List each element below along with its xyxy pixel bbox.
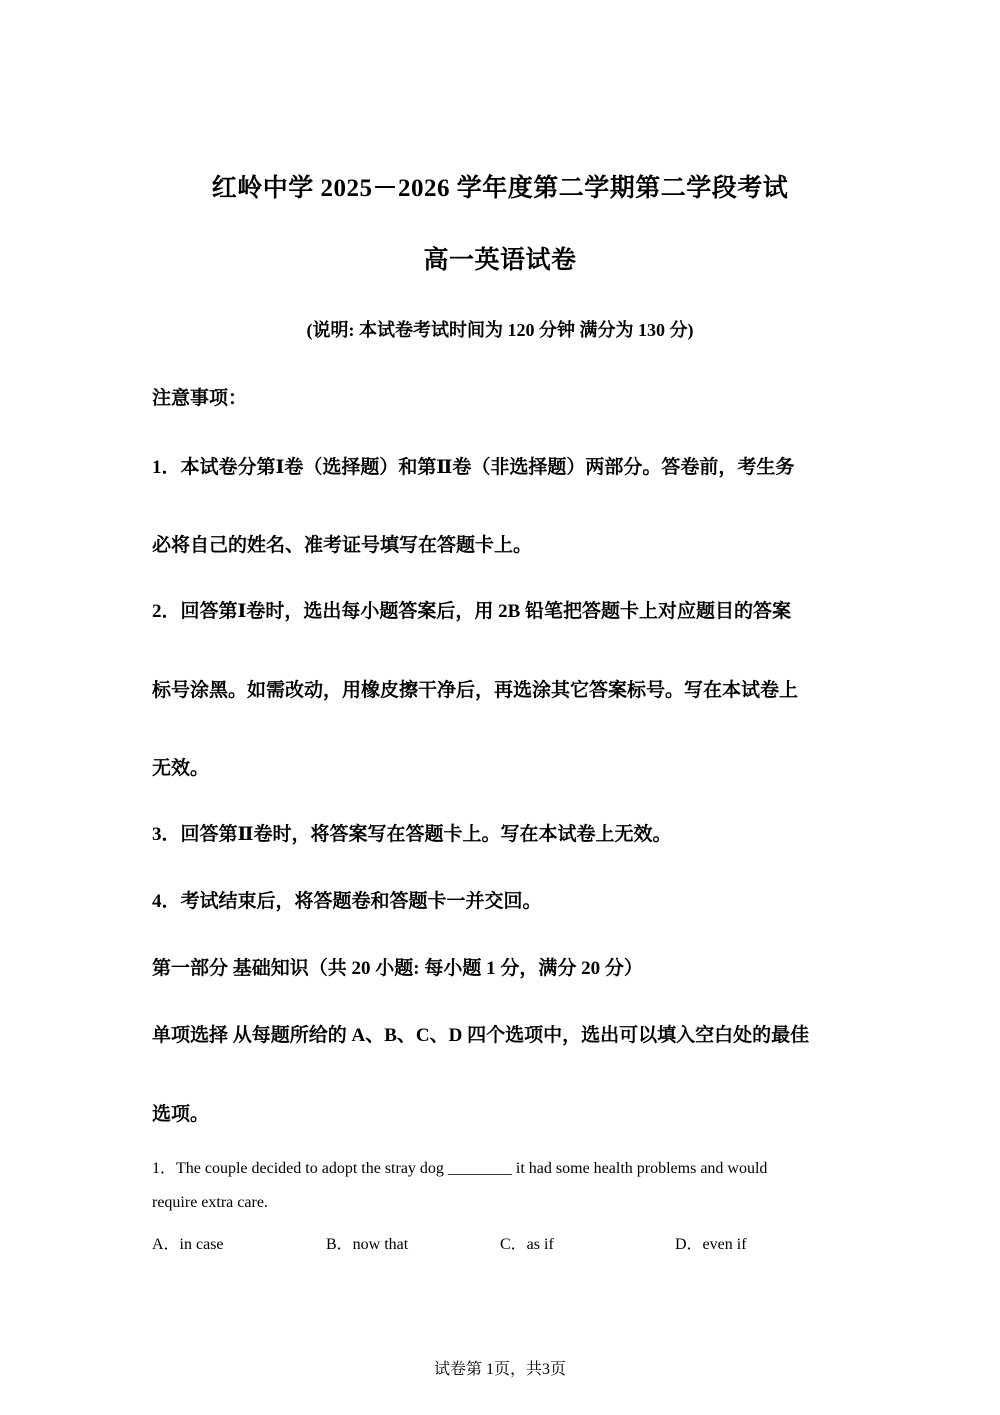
exam-note: (说明: 本试卷考试时间为 120 分钟 满分为 130 分)	[306, 320, 694, 340]
instruction-line: 3．回答第Ⅱ卷时，将答案写在答题卡上。写在本试卷上无效。	[152, 824, 672, 845]
question-1-option-a: A．in case	[152, 1236, 224, 1253]
section-title: 第一部分 基础知识（共 20 小题: 每小题 1 分，满分 20 分）	[152, 958, 643, 979]
section-directions: 选项。	[152, 1104, 210, 1125]
question-1-option-c: C．as if	[500, 1236, 554, 1253]
question-1-text: 1．The couple decided to adopt the stray dog ________ it had some health problems and would	[152, 1160, 768, 1177]
section-directions: 单项选择 从每题所给的 A、B、C、D 四个选项中，选出可以填入空白处的最佳	[152, 1025, 810, 1046]
question-1-text: require extra care.	[152, 1194, 268, 1211]
instruction-line: 无效。	[152, 758, 210, 779]
exam-title: 红岭中学 2025－2026 学年度第二学期第二学段考试	[211, 175, 789, 202]
instructions-heading: 注意事项：	[152, 388, 248, 409]
instruction-line: 4．考试结束后，将答题卷和答题卡一并交回。	[152, 891, 542, 912]
instruction-line: 必将自己的姓名、准考证号填写在答题卡上。	[152, 535, 533, 556]
page-footer: 试卷第 1页，共3页	[433, 1361, 566, 1378]
instruction-line: 标号涂黑。如需改动，用橡皮擦干净后，再选涂其它答案标号。写在本试卷上	[152, 680, 799, 701]
instruction-line: 1．本试卷分第Ⅰ卷（选择题）和第Ⅱ卷（非选择题）两部分。答卷前，考生务	[152, 457, 795, 478]
question-1-option-d: D．even if	[675, 1236, 747, 1253]
instruction-line: 2．回答第Ⅰ卷时，选出每小题答案后，用 2B 铅笔把答题卡上对应题目的答案	[152, 601, 792, 622]
question-1-option-b: B．now that	[326, 1236, 409, 1253]
exam-subtitle: 高一英语试卷	[423, 247, 577, 274]
